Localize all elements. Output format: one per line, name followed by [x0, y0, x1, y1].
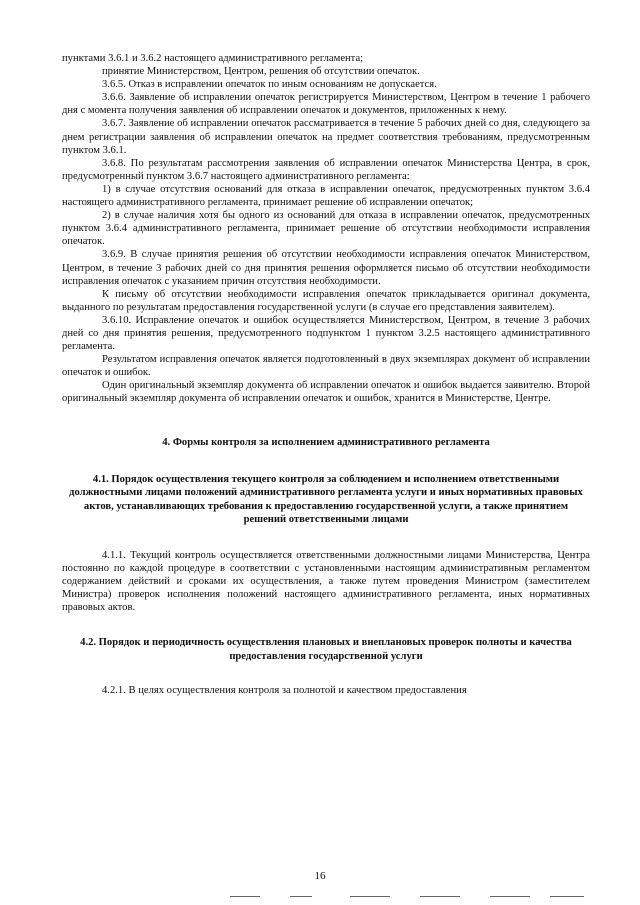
- page-number: 16: [314, 870, 326, 882]
- document-page: [62, 52, 590, 697]
- paragraph: 3.6.7. Заявление об исправлении опечаток рассматривается в течение 5 рабочих дней со дня, следующего за днем регистрации заявления об исправлении опечаток на предмет соответствия требованиям, предусмотренным пунктом 3.6.1.: [62, 118, 590, 156]
- paragraph: Результатом исправления опечаток является подготовленный в двух экземплярах документ об исправлении опечаток и ошибок.: [62, 354, 590, 379]
- paragraph: 3.6.9. В случае принятия решения об отсутствии необходимости исправления опечаток Министерством, Центром, в течение 3 рабочих дней со дня принятия решения оформляется письмо об отсутствии необходимости исправления опечаток с указанием причин отсутствия необходимости.: [62, 249, 590, 287]
- paragraph: 3.6.5. Отказ в исправлении опечаток по иным основаниям не допускается.: [102, 79, 437, 91]
- paragraph: 3.6.6. Заявление об исправлении опечаток регистрируется Министерством, Центром в течение 1 рабочего дня с момента получения заявления об исправлении опечаток и документов, приложенных к нему.: [62, 92, 590, 117]
- section-4-heading: 4. Формы контроля за исполнением административного регламента: [162, 436, 490, 448]
- paragraph-continuation: пунктами 3.6.1 и 3.6.2 настоящего административного регламента;: [62, 53, 364, 64]
- section-4-1-heading: 4.1. Порядок осуществления текущего контроля за соблюдением и исполнением ответственными должностными лицами положений административного регламента услуги и иных нормативных правовых актов, устанавливающих требования к предоставлению государственной услуги, а также принятием решений ответственными лицами: [69, 473, 583, 526]
- paragraph: принятие Министерством, Центром, решения об отсутствии опечаток.: [102, 66, 420, 78]
- paragraph: Один оригинальный экземпляр документа об исправлении опечаток и ошибок выдается заявителю. Второй оригинальный экземпляр документа об исправлении опечаток и ошибок, хранится в Министерстве, Центре.: [62, 380, 590, 405]
- paragraph: 3.6.10. Исправление опечаток и ошибок осуществляется Министерством, Центром, в течение 3 рабочих дней со дня принятия решения, предусмотренного подпунктом 1 пунктом 3.2.5 настоящего административного регламента.: [62, 314, 590, 353]
- paragraph: 2) в случае наличия хотя бы одного из оснований для отказа в исправлении опечаток, предусмотренных пунктом 3.6.4 административного регламента, принимает решение об отсутствии необходимости исправления опечаток.: [62, 210, 590, 248]
- paragraph-4-2-1: 4.2.1. В целях осуществления контроля за полнотой и качеством предоставления: [102, 684, 467, 696]
- paragraph: К письму об отсутствии необходимости исправления опечаток прикладывается оригинал документа, выданного по результатам предоставления государственной услуги (в случае его представления заявителем).: [62, 288, 590, 313]
- paragraph: 1) в случае отсутствия оснований для отказа в исправлении опечаток, предусмотренных пунктом 3.6.4 настоящего административного регламента, принимает решение об исправлении опечаток;: [62, 183, 590, 209]
- section-4-2-heading: 4.2. Порядок и периодичность осуществления плановых и внеплановых проверок полноты и качества предоставления государственной услуги: [80, 637, 572, 663]
- paragraph: 3.6.8. По результатам рассмотрения заявления об исправлении опечаток Министерства Центра, в срок, предусмотренный пунктом 3.6.7 настоящего административного регламента:: [62, 157, 590, 182]
- paragraph-4-1-1: 4.1.1. Текущий контроль осуществляется ответственными должностными лицами Министерства, Центра постоянно по каждой процедуре в соответствии с установленными настоящим административным регламентом содержанием действий и сроками их осуществления, а также путем проведения Министром (заместителем Министра) проверок исполнения положений настоящего административного регламента, иных нормативных правовых актов.: [62, 550, 590, 614]
- scan-artifact-marks: [230, 896, 590, 900]
